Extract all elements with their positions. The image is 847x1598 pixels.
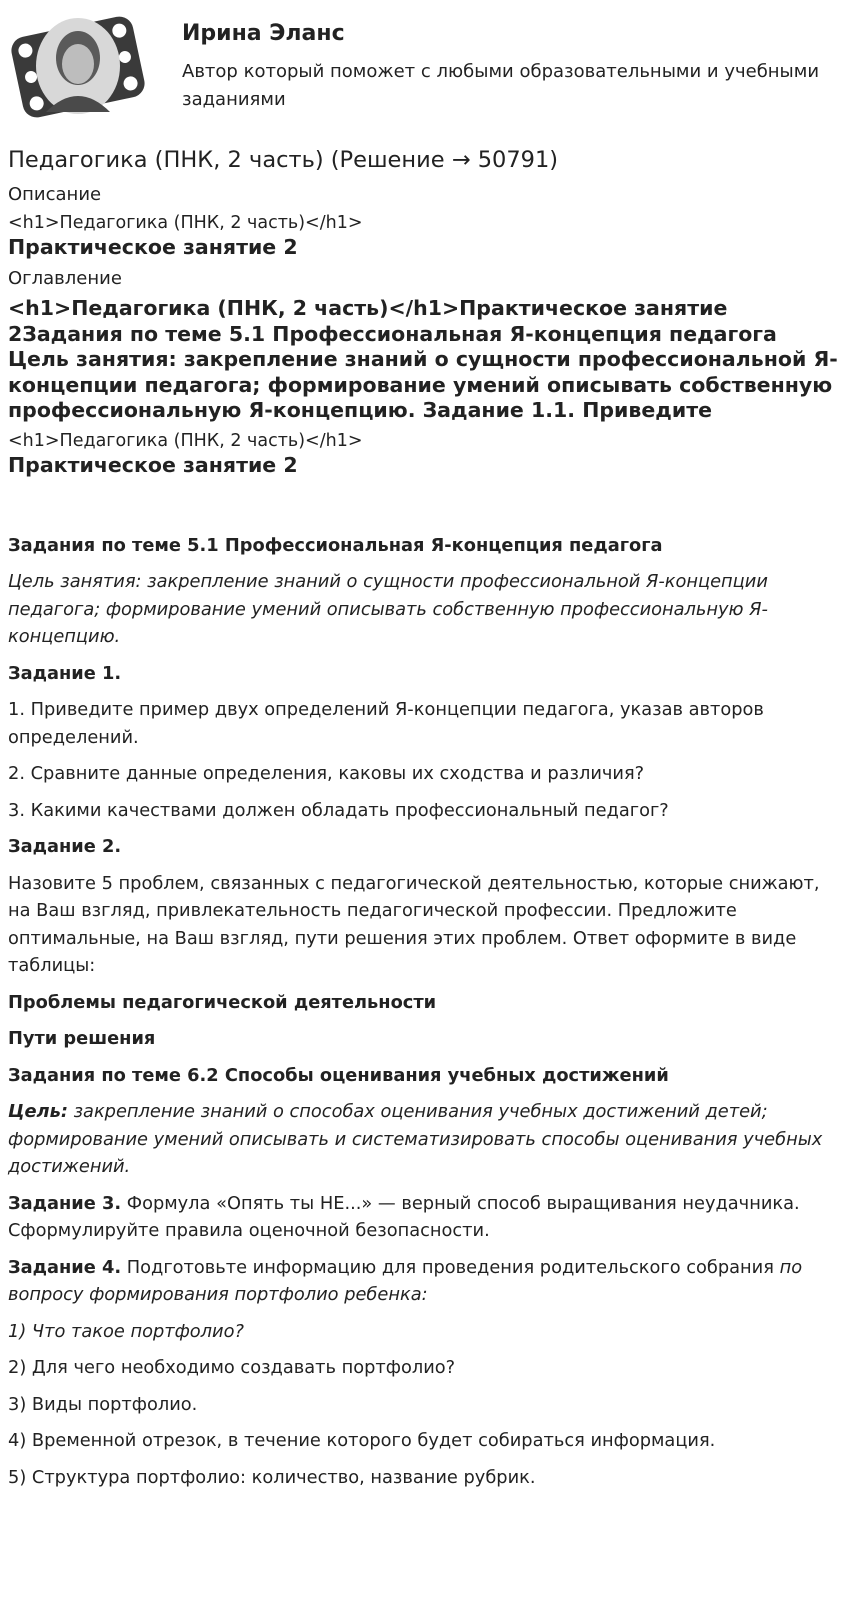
task1-item: 3. Какими качествами должен обладать профессиональный педагог? — [8, 799, 669, 821]
description-heading: Практическое занятие 2 — [8, 235, 298, 259]
task4-item: 3) Виды портфолио. — [8, 1393, 198, 1415]
task2-text: Назовите 5 проблем, связанных с педагогической деятельностью, которые снижают, на Ваш взгляд, привлекательность педагогической профессии. Предложите оптимальные, на Ваш взгляд, пути решения этих проблем. Ответ оформите в виде таблицы: — [8, 872, 820, 976]
task1-item: 1. Приведите пример двух определений Я-концепции педагога, указав авторов определений. — [8, 699, 764, 748]
description-raw-h1: <h1>Педагогика (ПНК, 2 часть)</h1> — [8, 213, 363, 233]
toc-label: Оглавление — [8, 268, 122, 289]
task2-label: Задание 2. — [8, 836, 122, 857]
task4-item: 2) Для чего необходимо создавать портфолио? — [8, 1357, 456, 1378]
topic2-goal-text: закрепление знаний о способах оценивания учебных достижений детей; формирование умений описывать и систематизировать способы оценивания учебных достижений. — [8, 1101, 823, 1177]
body-raw-h1: <h1>Педагогика (ПНК, 2 часть)</h1> — [8, 430, 363, 451]
topic2-goal-label: Цель: — [8, 1101, 68, 1122]
topic2-title: Задания по теме 6.2 Способы оценивания учебных достижений — [8, 1064, 669, 1086]
body-heading: Практическое занятие 2 — [8, 452, 298, 477]
task3-label: Задание 3. — [8, 1192, 122, 1214]
page-title: Педагогика (ПНК, 2 часть) (Решение → 50791) — [8, 147, 559, 173]
task4 — [8, 1254, 838, 1309]
author-description: Автор который поможет с любыми образовательными и учебными заданиями — [182, 61, 820, 110]
task3-text: Формула «Опять ты НЕ...» — верный способ выращивания неудачника. Сформулируйте правила оценочной безопасности. — [8, 1192, 800, 1241]
toc-text: <h1>Педагогика (ПНК, 2 часть)</h1>Практическое занятие 2Задания по теме 5.1 Профессиональная Я-концепция педагога Цель занятия: закрепление знаний о сущности профессиональной Я-концепции педагога; формирование умений описывать собственную профессиональную Я-концепцию. Задание 1.1. Приведите — [8, 296, 838, 422]
task3 — [8, 1190, 838, 1245]
task1-label: Задание 1. — [8, 662, 122, 684]
topic1-title: Задания по теме 5.1 Профессиональная Я-концепция педагога — [8, 534, 663, 556]
main-content — [8, 144, 838, 1500]
author-name: Ирина Эланс — [182, 21, 345, 46]
task4-text: Подготовьте информацию для проведения родительского собрания — [121, 1256, 780, 1278]
topic2-goal — [8, 1098, 838, 1181]
task4-item: 1) Что такое портфолио? — [8, 1320, 244, 1342]
task1-item: 2. Сравните данные определения, каковы их сходства и различия? — [8, 763, 645, 784]
task4-item: 5) Структура портфолио: количество, название рубрик. — [8, 1466, 536, 1488]
topic1-goal: Цель занятия: закрепление знаний о сущности профессиональной Я-концепции педагога; формирование умений описывать собственную профессиональную Я-концепцию. — [8, 571, 768, 647]
task4-text-italic: по вопросу формирования портфолио ребенка: — [8, 1256, 803, 1305]
spacer — [8, 486, 838, 532]
task4-label: Задание 4. — [8, 1256, 122, 1278]
author-card — [8, 8, 838, 126]
table-column-solutions: Пути решения — [8, 1028, 156, 1049]
description-label: Описание — [8, 184, 102, 205]
table-column-problems: Проблемы педагогической деятельности — [8, 991, 437, 1013]
author-avatar — [8, 8, 148, 126]
task4-item: 4) Временной отрезок, в течение которого будет собираться информация. — [8, 1430, 716, 1451]
